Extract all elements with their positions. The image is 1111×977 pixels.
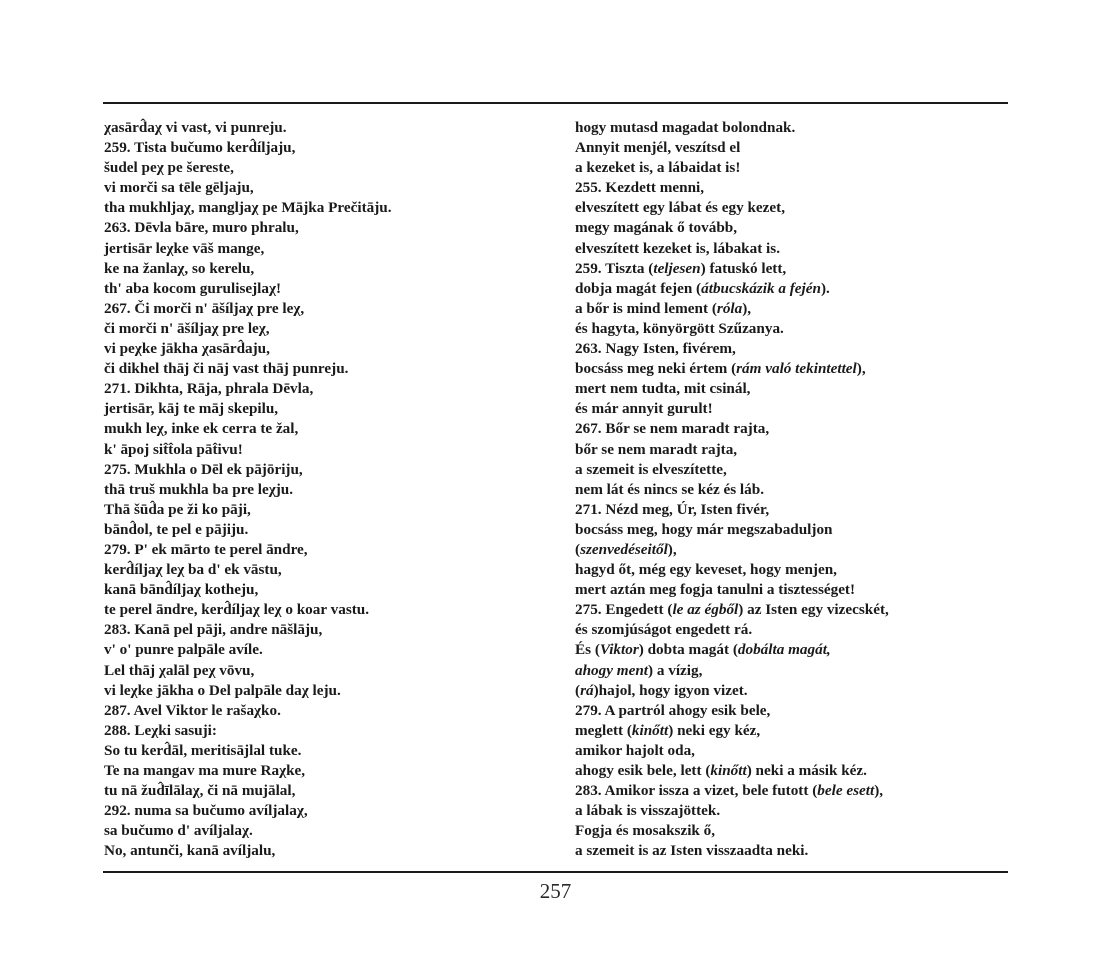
- translation-text: 275. Engedett (: [575, 601, 673, 619]
- translation-line: [575, 319, 1005, 339]
- translation-text: 255. Kezdett menni,: [575, 179, 705, 197]
- italic-gloss: rám való tekintettel: [736, 360, 857, 378]
- translation-line: [575, 259, 1005, 279]
- translation-text: 263. Nagy Isten, fivérem,: [575, 340, 736, 358]
- translation-text: )hajol, hogy igyon vizet.: [593, 681, 748, 699]
- verse-line: 283. Kanā pel pāji, andre nāšlāju,: [104, 621, 323, 639]
- translation-line: [575, 339, 1005, 359]
- verse-line: ke na žanlaχ, so kerelu,: [104, 259, 255, 277]
- translation-text: ),: [856, 360, 866, 378]
- italic-gloss: dobálta magát,: [737, 641, 831, 659]
- translation-line: [575, 640, 1005, 660]
- verse-line: 263. Dēvla bāre, muro phralu,: [104, 219, 299, 237]
- verse-line: Lel thāj χalāl peχ vōvu,: [104, 661, 255, 679]
- translation-text: Annyit menjél, veszítsd el: [575, 139, 741, 157]
- romani-text-column: [104, 118, 544, 861]
- translation-text: elveszített egy lábat és egy kezet,: [575, 199, 786, 217]
- translation-text: ),: [742, 299, 752, 317]
- verse-line: vi morči sa tēle gēljaju,: [104, 179, 254, 197]
- verse-line: 292. numa sa bučumo avíljalaχ,: [104, 802, 308, 820]
- translation-text: és szomjúságot engedett rá.: [575, 621, 753, 639]
- verse-line: So tu kerd̂āl, meritisājlal tuke.: [104, 741, 302, 759]
- translation-text: bocsáss meg neki értem (: [575, 360, 737, 378]
- translation-text: nem lát és nincs se kéz és láb.: [575, 480, 764, 498]
- verse-line: jertisār leχke vāš mange,: [104, 239, 265, 257]
- verse-line: 287. Avel Viktor le rašaχko.: [104, 701, 281, 719]
- verse-line: sa bučumo d' avíljalaχ.: [104, 822, 253, 840]
- verse-line: či morči n' āšíljaχ pre leχ,: [104, 319, 270, 337]
- translation-text: mert nem tudta, mit csinál,: [575, 380, 751, 398]
- translation-line: [575, 701, 1005, 721]
- translation-text: a szemeit is az Isten visszaadta neki.: [575, 842, 809, 860]
- translation-text: bocsáss meg, hogy már megszabaduljon: [575, 520, 833, 538]
- translation-text: 267. Bőr se nem maradt rajta,: [575, 420, 770, 438]
- italic-gloss: kinőtt: [631, 721, 669, 739]
- italic-gloss: Viktor: [599, 641, 639, 659]
- translation-text: ) neki a másik kéz.: [746, 762, 867, 779]
- verse-line: te perel āndre, kerd̂íljaχ leχ o koar vastu.: [104, 601, 370, 619]
- translation-line: [575, 299, 1005, 319]
- translation-line: [575, 540, 1005, 560]
- verse-line: Te na mangav ma mure Raχke,: [104, 762, 306, 779]
- translation-text: ahogy esik bele, lett (: [575, 762, 711, 779]
- translation-line: [575, 419, 1005, 439]
- translation-text: dobja magát fejen (: [575, 279, 702, 297]
- translation-line: [575, 841, 1005, 861]
- translation-line: [575, 580, 1005, 600]
- translation-line: [575, 520, 1005, 540]
- translation-line: [575, 399, 1005, 419]
- translation-text: ) fatuskó lett,: [700, 259, 787, 277]
- translation-line: [575, 661, 1005, 681]
- translation-line: [575, 118, 1005, 138]
- translation-text: ),: [874, 782, 884, 800]
- translation-line: [575, 158, 1005, 178]
- translation-line: [575, 681, 1005, 701]
- translation-text: (: [575, 540, 581, 558]
- page-number: 257: [539, 879, 572, 903]
- translation-line: [575, 801, 1005, 821]
- verse-line: th' aba kocom gurulisejlaχ!: [104, 279, 282, 297]
- italic-gloss: szenvedéseitől: [580, 540, 668, 558]
- verse-line: k' āpoj sit̂t̂ola pāt̂ivu!: [104, 440, 243, 458]
- italic-gloss: ahogy ment: [575, 661, 648, 679]
- translation-line: [575, 821, 1005, 841]
- verse-line: χasārd̂aχ vi vast, vi punreju.: [104, 119, 287, 136]
- translation-text: hogy mutasd magadat bolondnak.: [575, 119, 796, 136]
- verse-line: No, antunči, kanā avíljalu,: [104, 842, 276, 860]
- translation-text: és hagyta, könyörgött Szűzanya.: [575, 319, 784, 337]
- translation-line: [575, 379, 1005, 399]
- verse-line: mukh leχ, inke ek cerra te žal,: [104, 420, 299, 438]
- italic-gloss: le az égből: [672, 601, 739, 619]
- verse-line: 279. P' ek mārto te perel āndre,: [104, 540, 308, 558]
- translation-text: ) az Isten egy vizecskét,: [738, 601, 889, 619]
- translation-text: És (: [575, 641, 600, 659]
- translation-text: 283. Amikor issza a vizet, bele futott (: [575, 782, 818, 800]
- italic-gloss: róla: [716, 299, 743, 317]
- verse-line: vi leχke jākha o Del palpāle daχ leju.: [104, 681, 341, 699]
- translation-text: elveszített kezeket is, lábakat is.: [575, 239, 780, 257]
- translation-line: [575, 761, 1005, 781]
- italic-gloss: kinőtt: [710, 762, 747, 779]
- translation-text: a bőr is mind lement (: [575, 299, 717, 317]
- translation-line: [575, 440, 1005, 460]
- verse-line: jertisār, kāj te māj skepilu,: [104, 400, 279, 418]
- verse-line: bānd̂ol, te pel e pājiju.: [104, 520, 249, 538]
- translation-text: 259. Tiszta (: [575, 259, 654, 277]
- translation-text: 271. Nézd meg, Úr, Isten fivér,: [575, 500, 770, 518]
- translation-line: [575, 600, 1005, 620]
- translation-text: a kezeket is, a lábaidat is!: [575, 159, 741, 177]
- translation-text: megy magának ő tovább,: [575, 219, 738, 237]
- translation-text: ),: [667, 540, 677, 558]
- translation-text: meglett (: [575, 721, 632, 739]
- translation-text: a lábak is visszajöttek.: [575, 802, 721, 820]
- italic-gloss: teljesen: [653, 259, 701, 277]
- italic-gloss: rá: [580, 681, 594, 699]
- verse-line: či dikhel thāj či nāj vast thāj punreju.: [104, 360, 349, 378]
- translation-line: [575, 359, 1005, 379]
- translation-line: [575, 218, 1005, 238]
- translation-text: mert aztán meg fogja tanulni a tisztességet!: [575, 581, 856, 599]
- verse-line: thā truš mukhla ba pre leχju.: [104, 480, 294, 498]
- translation-text: amikor hajolt oda,: [575, 741, 695, 759]
- verse-line: 259. Tista bučumo kerd̂íljaju,: [104, 139, 296, 157]
- translation-text: ) dobta magát (: [638, 641, 738, 659]
- translation-text: ).: [820, 279, 830, 297]
- translation-text: ) neki egy kéz,: [668, 721, 761, 739]
- verse-line: 288. Leχki sasuji:: [104, 721, 217, 739]
- translation-line: [575, 620, 1005, 640]
- verse-line: 275. Mukhla o Dēl ek pājōriju,: [104, 460, 303, 478]
- translation-line: [575, 239, 1005, 259]
- verse-line: šudel peχ pe šereste,: [104, 159, 234, 177]
- translation-text: 279. A partról ahogy esik bele,: [575, 701, 771, 719]
- hungarian-translation-column: [575, 118, 1005, 861]
- verse-line: Thā šūd̂a pe ži ko pāji,: [104, 500, 251, 518]
- verse-line: 271. Dikhta, Rāja, phrala Dēvla,: [104, 380, 314, 398]
- verse-line: tu nā žud̂īlālaχ, či nā mujālal,: [104, 782, 296, 800]
- verse-line: v' o' punre palpāle avíle.: [104, 641, 263, 659]
- translation-line: [575, 500, 1005, 520]
- italic-gloss: átbucskázik a fején: [701, 279, 821, 297]
- translation-text: hagyd őt, még egy keveset, hogy menjen,: [575, 561, 837, 579]
- translation-text: ) a vízig,: [648, 661, 703, 679]
- translation-line: [575, 178, 1005, 198]
- italic-gloss: bele esett: [817, 782, 875, 800]
- translation-text: bőr se nem maradt rajta,: [575, 440, 738, 458]
- translation-line: [575, 279, 1005, 299]
- verse-line: tha mukhljaχ, mangljaχ pe Mājka Prečitāju.: [104, 199, 392, 217]
- translation-line: [575, 721, 1005, 741]
- verse-line: kanā bānd̂íljaχ kotheju,: [104, 581, 259, 599]
- translation-line: [575, 480, 1005, 500]
- translation-line: [575, 560, 1005, 580]
- translation-line: [575, 198, 1005, 218]
- translation-text: a szemeit is elveszítette,: [575, 460, 727, 478]
- verse-line: kerd̂íljaχ leχ ba d' ek vāstu,: [104, 561, 282, 579]
- translation-text: (: [575, 681, 581, 699]
- translation-line: [575, 781, 1005, 801]
- translation-line: [575, 460, 1005, 480]
- translation-text: és már annyit gurult!: [575, 400, 713, 418]
- top-rule: [103, 102, 1008, 104]
- translation-text: Fogja és mosakszik ő,: [575, 822, 716, 840]
- verse-line: vi peχke jākha χasārd̂aju,: [104, 340, 270, 358]
- translation-line: [575, 741, 1005, 761]
- verse-line: 267. Či morči n' āšíljaχ pre leχ,: [104, 299, 305, 317]
- bottom-rule: [103, 871, 1008, 873]
- translation-line: [575, 138, 1005, 158]
